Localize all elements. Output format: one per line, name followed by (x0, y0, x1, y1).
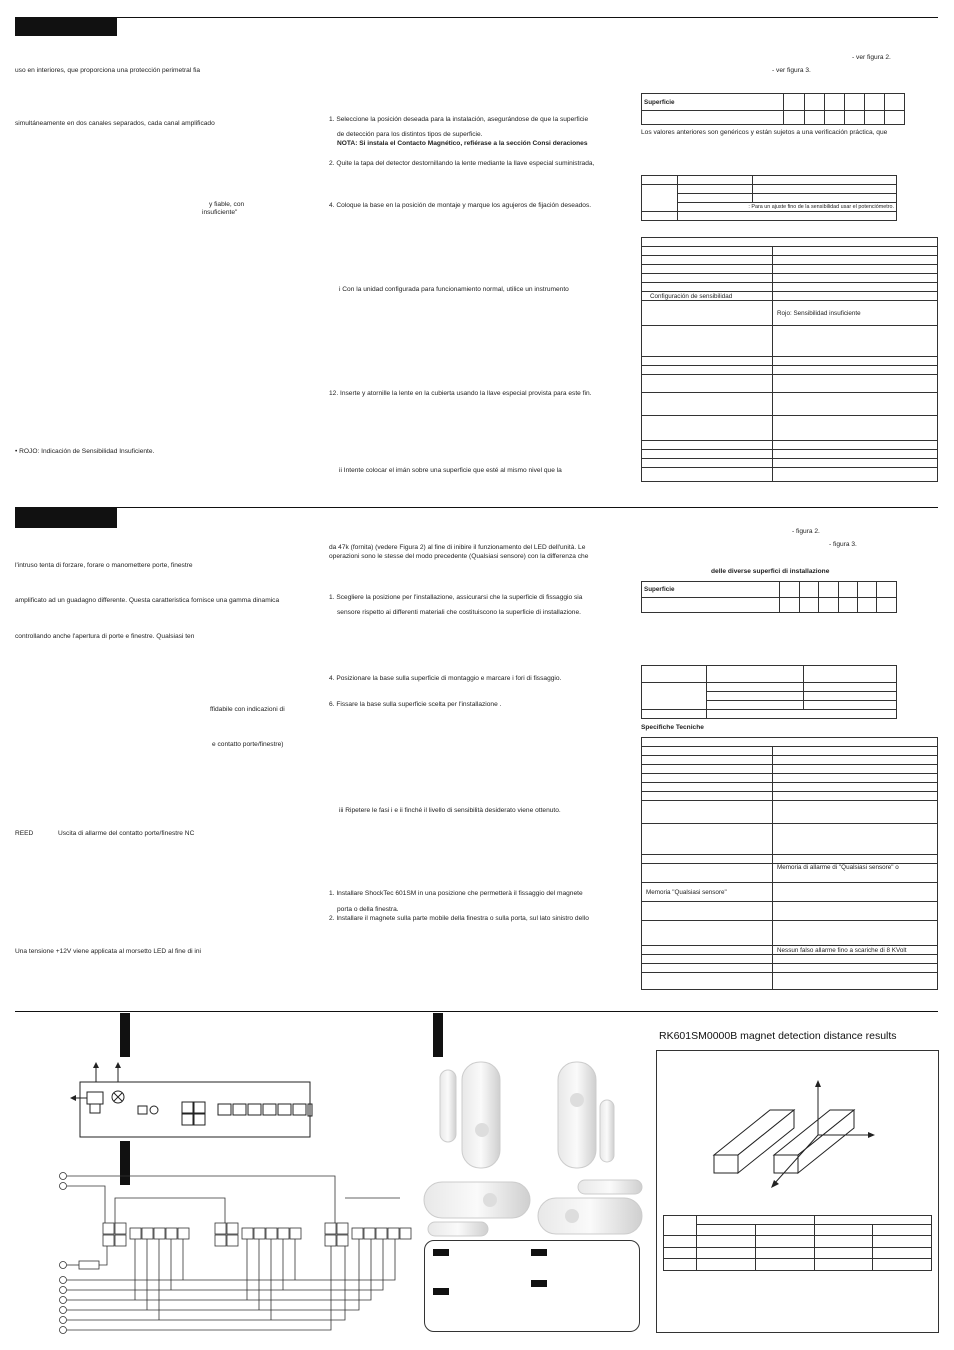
es-left-p3a: y fiable, con (209, 201, 245, 208)
it-spec-mem1: Memoria di allarme di "Qualsiasi sensore" o (773, 864, 938, 883)
legend-key-2 (531, 1249, 547, 1256)
es-mid-step2: 2. Quite la tapa del detector destornillando la lente mediante la llave especial suministrada, (329, 160, 595, 167)
es-mid-step1: 1. Seleccione la posición deseada para la instalación, asegurándose de que la superficie (329, 116, 589, 123)
es-pot-note: : Para un ajuste fino de la sensibilidad usar el potenciómetro. (678, 203, 897, 212)
it-surfaces-title: delle diverse superfici di installazione (711, 568, 830, 575)
section-header-it (15, 507, 117, 528)
it-mid-step1: 1. Scegliere la posizione per l'installazione, assicurarsi che la superficie di fissaggio sia (329, 594, 583, 601)
section-header-es (15, 17, 117, 36)
es-surface-table (641, 93, 905, 125)
it-mid-magnet2: 2. Installare il magnete sulla parte mobile della finestra o sulla porta, sul lato sinistro dello (329, 915, 589, 922)
es-values-note: Los valores anteriores son genéricos y están sujetos a una verificación práctica, que (641, 129, 888, 136)
es-right-fig2: - ver figura 2. (852, 54, 891, 61)
legend-key-4 (433, 1288, 449, 1295)
it-spec-blank (642, 946, 773, 955)
terminal-board-diagram (70, 1062, 320, 1142)
it-spec-title: Specifiche Tecniche (641, 724, 704, 731)
wiring-diagram (55, 1168, 415, 1338)
it-left-p2: amplificato ad un guadagno differente. Questa caratteristica fornisce una gamma dinamica (15, 597, 280, 604)
it-left-p1: l'intruso tenta di forzare, forare o manomettere porte, finestre (15, 562, 193, 569)
es-spec-sensitivity: Configuración de sensibilidad (642, 292, 773, 301)
it-surface-table (641, 581, 897, 613)
top-rule-it (117, 507, 938, 508)
es-mid-step-i: i Con la unidad configurada para funcionamiento normal, utilice un instrumento (339, 286, 569, 293)
es-left-p1: uso en interiores, que proporciona una protección perimetral fia (15, 67, 201, 74)
es-right-fig3: - ver figura 3. (772, 67, 811, 74)
es-mid-step4: 4. Coloque la base en la posición de montaje y marque los agujeros de fijación deseados. (329, 202, 592, 209)
it-mid-magnet1b: porta o della finestra. (337, 906, 399, 913)
it-sensitivity-table (641, 665, 897, 719)
es-mid-note: NOTA: Si instala el Contacto Magnético, refiérase a la sección Consi deraciones (337, 140, 588, 147)
top-rule-es (117, 17, 938, 18)
es-spec-red: Rojo: Sensibilidad insuficiente (773, 301, 938, 326)
legend-key-1 (433, 1249, 449, 1256)
legend-key-3 (531, 1280, 547, 1287)
figures-rule (15, 1011, 938, 1012)
magnet-detection-title: RK601SM0000B magnet detection distance results (659, 1030, 897, 1042)
it-mid-step6: 6. Fissare la base sulla superficie scelta per l'installazione . (329, 701, 502, 708)
it-left-p3: controllando anche l'apertura di porte e finestre. Qualsiasi ten (15, 633, 195, 640)
it-mid-magnet1: 1. Installare ShockTec 601SM in una posizione che permetterà il fissaggio del magnete (329, 890, 583, 897)
it-mid-step-iii: iii Ripetere le fasi i e ii finché il livello di sensibilità desiderato viene ottenuto. (339, 807, 561, 814)
it-surface-label: Superficie (642, 582, 780, 598)
device-photos (420, 1060, 650, 1240)
es-left-p3b: insuficiente" (202, 209, 238, 216)
figure-1-marker (120, 1013, 130, 1057)
it-mid-step4: 4. Posizionare la base sulla superficie di montaggio e marcare i fori di fissaggio. (329, 675, 562, 682)
it-right-fig3: - figura 3. (829, 541, 857, 548)
es-sensitivity-table (641, 175, 897, 221)
es-mid-step12: 12. Inserte y atornille la lente en la cubierta usando la llave especial provista para este fin. (329, 390, 592, 397)
es-left-bullet: • ROJO: Indicación de Sensibilidad Insuficiente. (15, 448, 155, 455)
es-spec-table (641, 237, 938, 482)
it-mid-p2: operazioni sono le stesse del modo precedente (Qualsiasi sensore) con la differenza che (329, 553, 589, 560)
figure-3-marker (433, 1013, 443, 1057)
es-surface-label: Superficie (642, 94, 784, 111)
it-left-reed-desc: Uscita di allarme del contatto porte/finestre NC (58, 830, 195, 837)
es-mid-step1b: de detección para los distintos tipos de superficie. (337, 131, 483, 138)
it-left-p4: ffidabile con indicazioni di (210, 706, 285, 713)
es-left-p2: simultáneamente en dos canales separados, cada canal amplificado (15, 120, 215, 127)
it-left-p5: e contatto porte/finestre) (212, 741, 284, 748)
magnet-results-table (663, 1215, 932, 1271)
it-mid-step1b: sensore rispetto ai differenti materiali che costituiscono la superficie di installazione. (337, 609, 581, 616)
it-spec-table (641, 737, 938, 990)
it-spec-esd: Nessun falso allarme fino a scariche di 8 KVolt (773, 946, 938, 955)
magnet-bars-diagram (700, 1080, 900, 1200)
it-right-fig2: - figura 2. (792, 528, 820, 535)
es-mid-step-ii: ii Intente colocar el imán sobre una superficie que esté al mismo nivel que la (339, 467, 562, 474)
it-spec-mem2: Memoria "Qualsiasi sensore" (642, 883, 773, 902)
it-left-reed: REED (15, 830, 34, 837)
it-mid-p1: da 47k (fornita) (vedere Figura 2) al fine di inibire il funzionamento del LED dell'unità. Le (329, 544, 586, 551)
it-left-led: Una tensione +12V viene applicata al morsetto LED al fine di ini (15, 948, 202, 955)
